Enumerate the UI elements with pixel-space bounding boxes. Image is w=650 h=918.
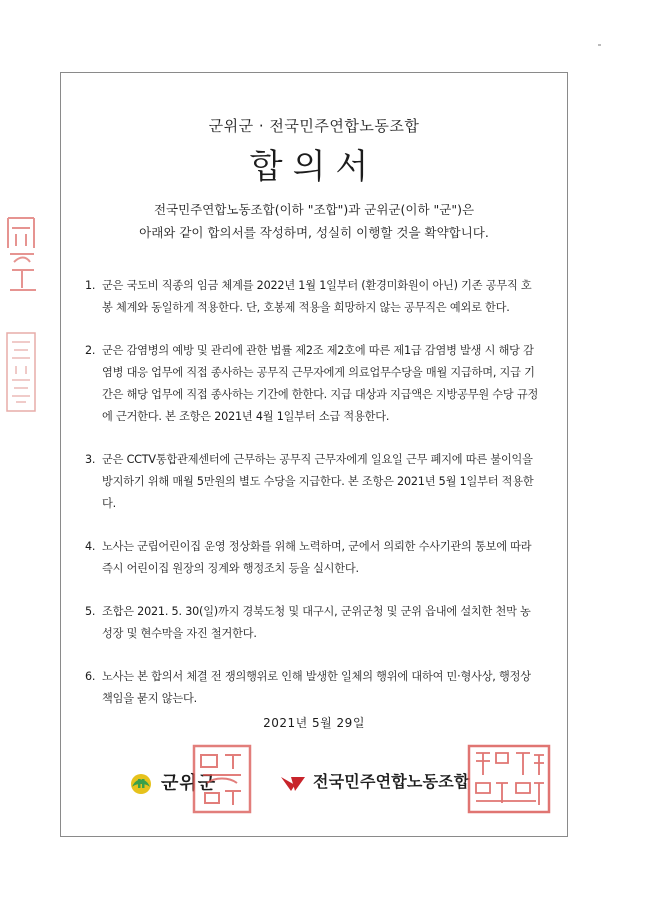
item-text: 조합은 2021. 5. 30(일)까지 경북도청 및 대구시, 군위군청 및 군위 읍내에 설치한 천막 농성장 및 현수막을 자진 철거한다. xyxy=(102,605,531,640)
item-text: 노사는 본 합의서 체결 전 쟁의행위로 인해 발생한 일체의 행위에 대하여 민·형사상, 행정상 책임을 묻지 않는다. xyxy=(102,670,531,705)
item-number: 1. xyxy=(85,279,96,292)
intro-line-2: 아래와 같이 합의서를 작성하며, 성실히 이행할 것을 확약합니다. xyxy=(139,225,489,240)
scan-speck xyxy=(598,44,601,46)
signing-date: 2021년 5월 29일 xyxy=(263,716,365,730)
item-number: 5. xyxy=(85,605,96,618)
county-official-seal-icon xyxy=(191,743,253,815)
agreement-document xyxy=(60,72,568,837)
agreement-item-4 xyxy=(85,536,541,580)
signature-row xyxy=(61,751,567,811)
union-official-seal-icon xyxy=(466,743,552,815)
union-signatory-name: 전국민주연합노동조합 xyxy=(313,772,470,791)
county-signatory-name: 군위군 xyxy=(161,773,217,794)
agreement-item-2 xyxy=(85,340,541,428)
item-text: 군은 감염병의 예방 및 관리에 관한 법률 제2조 제2호에 따른 제1급 감염병 발생 시 해당 감염병 대응 업무에 직접 종사하는 공무직 근무자에게 의료업무수당을 매월 지급하며, 지급 기간은 해당 업무에 직접 종사하는 기간에 한한다. 지급 대상과 지급액은 지방공무원 수당 규정에 근거한다. 본 조항은 2021년 4월 1일부터 소급 적용한다. xyxy=(102,344,539,423)
item-text: 군은 CCTV통합관제센터에 근무하는 공무직 근무자에게 일요일 근무 폐지에 따른 불이익을 방지하기 위해 매월 5만원의 별도 수당을 지급한다. 본 조항은 2021년 5월 1일부터 적용한다. xyxy=(102,453,534,510)
gunwi-county-logo-icon xyxy=(126,773,156,795)
agreement-item-3 xyxy=(85,449,541,515)
agreement-item-6 xyxy=(85,666,541,710)
margin-seal-bottom-icon xyxy=(4,330,38,414)
agreement-item-5 xyxy=(85,601,541,645)
document-subtitle: 군위군 · 전국민주연합노동조합 xyxy=(208,117,420,135)
intro-paragraph xyxy=(81,198,547,244)
intro-line-1: 전국민주연합노동조합(이하 "조합")과 군위군(이하 "군")은 xyxy=(153,202,475,217)
item-number: 2. xyxy=(85,344,96,357)
item-number: 4. xyxy=(85,540,96,553)
union-logo-icon xyxy=(279,773,309,795)
agreement-items xyxy=(85,275,541,710)
item-number: 6. xyxy=(85,670,96,683)
item-number: 3. xyxy=(85,453,96,466)
item-text: 노사는 군립어린이집 운영 정상화를 위해 노력하며, 군에서 의뢰한 수사기관의 통보에 따라 즉시 어린이집 원장의 징계와 행정조치 등을 실시한다. xyxy=(102,540,532,575)
agreement-item-1 xyxy=(85,275,541,319)
item-text: 군은 국도비 직종의 임금 체계를 2022년 1월 1일부터 (환경미화원이 아닌) 기존 공무직 호봉 체계와 동일하게 적용한다. 단, 호봉제 적용을 희망하지 않는 공무직은 예외로 한다. xyxy=(102,279,532,314)
document-title: 합의서 xyxy=(249,147,379,187)
margin-seal-top-icon xyxy=(2,210,42,300)
